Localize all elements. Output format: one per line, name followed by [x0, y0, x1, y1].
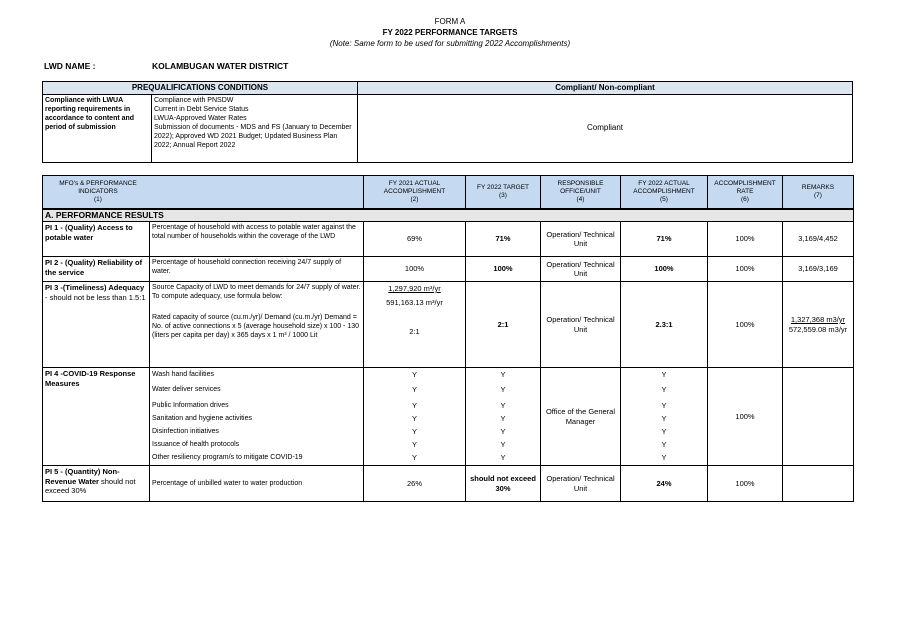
- section-title: A. PERFORMANCE RESULTS: [43, 209, 854, 222]
- pi2-office: Operation/ Technical Unit: [541, 257, 621, 282]
- pi5-office: Operation/ Technical Unit: [541, 466, 621, 502]
- pi4-item: Wash hand facilities: [152, 371, 214, 378]
- compliance-status: Compliant: [358, 94, 853, 162]
- form-label: FORM A: [434, 17, 466, 26]
- compliance-header: Compliant/ Non-compliant: [358, 82, 853, 95]
- col-indicators: MFO's & PERFORMANCE INDICATORS (1): [43, 176, 364, 209]
- form-title: FY 2022 PERFORMANCE TARGETS: [382, 28, 518, 37]
- pi1-remarks: 3,169/4,452: [783, 222, 854, 257]
- pi4-target-marks: Y Y Y Y Y Y Y: [466, 368, 541, 466]
- prequalification-table: [42, 81, 853, 163]
- pi4-item: Disinfection initiatives: [152, 428, 219, 435]
- prequal-item: LWUA-Approved Water Rates: [154, 114, 247, 122]
- pi4-office: Office of the General Manager: [541, 368, 621, 466]
- pi5-target: should not exceed 30%: [466, 466, 541, 502]
- pi4-fy2021-marks: Y Y Y Y Y Y Y: [364, 368, 466, 466]
- pi3-description: Source Capacity of LWD to meet demands for 24/7 supply of water. To compute adequacy, use formula below: Rated capacity of source (cu.m./yr)/ Demand (cu.m./yr) Demand = No. of active connections x 5 (average household size) x 100 - 130 (liters per capita per day) x 365 days x 1 m³ / 1000 Lit: [150, 282, 364, 368]
- pi5-fy2021: 26%: [364, 466, 466, 502]
- pi4-name: PI 4 -COVID-19 Response Measures: [43, 368, 150, 466]
- pi4-item: Public Information drives: [152, 402, 229, 409]
- prequal-header: PREQUALIFICATIONS CONDITIONS: [43, 82, 358, 95]
- pi-row-1: [43, 222, 854, 257]
- pi4-item: Other resiliency program/s to mitigate COVID-19: [152, 454, 303, 461]
- pi2-remarks: 3,169/3,169: [783, 257, 854, 282]
- pi3-fy2021: [364, 282, 466, 368]
- pi5-remarks: [783, 466, 854, 502]
- pi4-remarks: [783, 368, 854, 466]
- pi-row-3: [43, 282, 854, 368]
- section-row: [43, 209, 854, 222]
- pi-row-5: [43, 466, 854, 502]
- pi1-name: PI 1 - (Quality) Access to potable water: [43, 222, 150, 257]
- pi4-item: Sanitation and hygiene activities: [152, 415, 253, 422]
- pi2-description: Percentage of household connection receiving 24/7 supply of water.: [150, 257, 364, 282]
- performance-table: [42, 175, 854, 502]
- pi1-office: Operation/ Technical Unit: [541, 222, 621, 257]
- pi1-rate: 100%: [708, 222, 783, 257]
- pi4-items: [150, 368, 364, 466]
- pi3-rate: 100%: [708, 282, 783, 368]
- pi5-actual: 24%: [621, 466, 708, 502]
- pi3-capacity: 1,297,920 m³/yr: [388, 284, 441, 293]
- col-remarks: REMARKS (7): [783, 176, 854, 209]
- pi3-ratio: 2:1: [409, 327, 420, 336]
- col-rate: ACCOMPLISHMENT RATE (6): [708, 176, 783, 209]
- pi1-fy2021: 69%: [364, 222, 466, 257]
- pi3-remarks: 1,327,368 m3/yr 572,559.08 m3/yr: [783, 282, 854, 368]
- pi3-office: Operation/ Technical Unit: [541, 282, 621, 368]
- pi2-rate: 100%: [708, 257, 783, 282]
- pi5-description: Percentage of unbilled water to water production: [150, 466, 364, 502]
- lwd-name-value: KOLAMBUGAN WATER DISTRICT: [152, 61, 289, 71]
- prequal-item: Current in Debt Service Status: [154, 105, 249, 113]
- lwd-name-label: LWD NAME :: [44, 61, 96, 71]
- pi4-actual-marks: Y Y Y Y Y Y Y: [621, 368, 708, 466]
- pi5-name: PI 5 - (Quantity) Non-Revenue Water should not exceed 30%: [43, 466, 150, 502]
- pi1-target: 71%: [466, 222, 541, 257]
- pi3-name: PI 3 -(Timeliness) Adequacy - should not be less than 1.5:1: [43, 282, 150, 368]
- pi5-rate: 100%: [708, 466, 783, 502]
- pi4-item: Water deliver services: [152, 386, 221, 393]
- pi3-target: 2:1: [466, 282, 541, 368]
- pi2-name: PI 2 - (Quality) Reliability of the service: [43, 257, 150, 282]
- pi1-description: Percentage of household with access to potable water against the total number of households within the coverage of the LWD: [150, 222, 364, 257]
- prequal-items: [152, 94, 358, 162]
- pi2-target: 100%: [466, 257, 541, 282]
- pi3-actual: 2.3:1: [621, 282, 708, 368]
- prequal-item: Submission of documents - MDS and FS (January to December 2022); Approved WD 2021 Budget; Updated Business Plan 2022; Annual Report 2022: [154, 123, 352, 149]
- pi3-demand: 591,163.13 m³/yr: [386, 297, 443, 307]
- form-note: (Note: Same form to be used for submitting 2022 Accomplishments): [329, 39, 571, 48]
- col-office: RESPONSIBLE OFFICE/UNIT (4): [541, 176, 621, 209]
- column-header-row: [43, 176, 854, 209]
- pi-row-4: [43, 368, 854, 466]
- col-actual: FY 2022 ACTUAL ACCOMPLISHMENT (5): [621, 176, 708, 209]
- pi2-actual: 100%: [621, 257, 708, 282]
- col-fy2021: FY 2021 ACTUAL ACCOMPLISHMENT (2): [364, 176, 466, 209]
- prequal-requirement: Compliance with LWUA reporting requirements in accordance to content and period of submission: [43, 94, 152, 162]
- pi-row-2: [43, 257, 854, 282]
- pi2-fy2021: 100%: [364, 257, 466, 282]
- pi4-item: Issuance of health protocols: [152, 441, 240, 448]
- pi4-rate: 100%: [708, 368, 783, 466]
- col-target: FY 2022 TARGET (3): [466, 176, 541, 209]
- pi1-actual: 71%: [621, 222, 708, 257]
- prequal-item: Compliance with PNSDW: [154, 96, 234, 104]
